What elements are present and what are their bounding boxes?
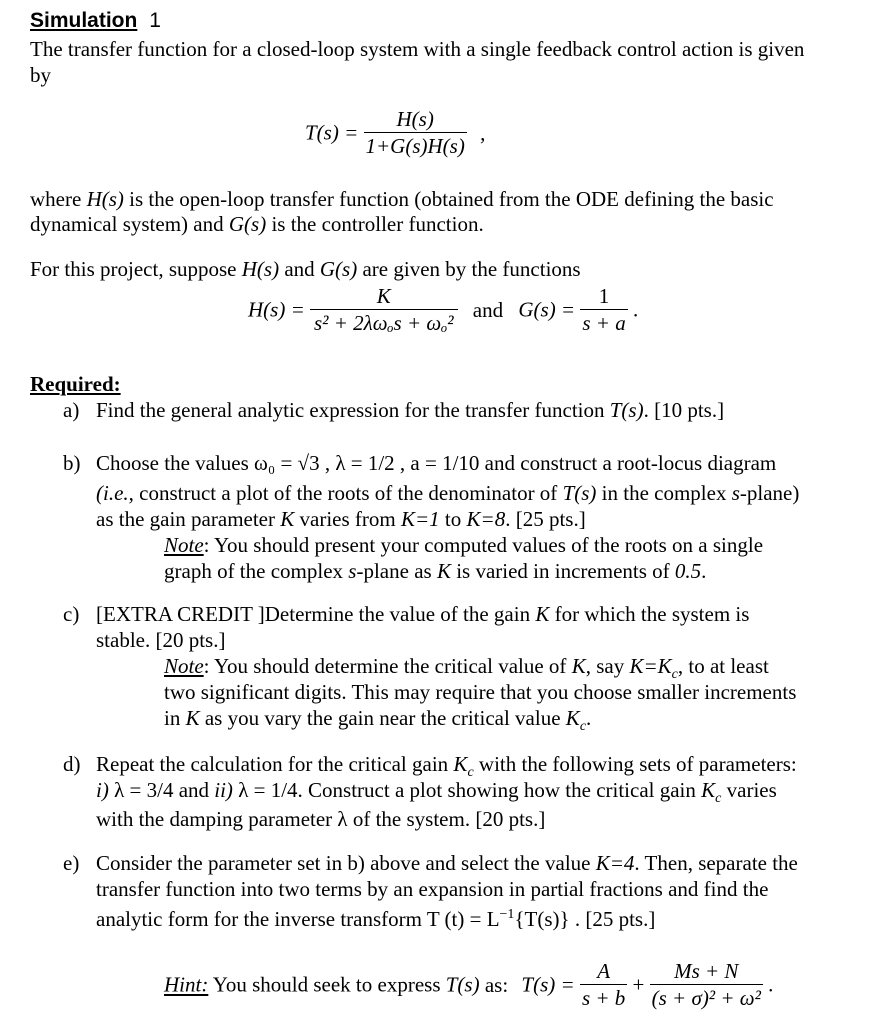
eq2-and: and xyxy=(472,297,504,322)
b3e: to xyxy=(439,507,467,531)
item-c-label: c) xyxy=(63,602,80,626)
eq2-h-fraction xyxy=(310,283,458,336)
e3b: −1 xyxy=(499,907,515,922)
b3c: varies from xyxy=(294,507,401,531)
eq1-lhs: T(s) = xyxy=(305,120,359,145)
b3f: K=8 xyxy=(466,507,506,531)
b3d: K=1 xyxy=(400,507,440,531)
c1c: for which the system is xyxy=(549,602,750,626)
c1a: [EXTRA CREDIT ]Determine the value of the gain xyxy=(96,602,536,626)
hint-text-a: You should seek to express xyxy=(208,972,446,997)
cn1e: c xyxy=(671,667,678,683)
bn2c: -plane as xyxy=(356,559,437,583)
b2f: -plane) xyxy=(739,481,800,505)
project-line xyxy=(30,256,581,282)
b2c: T(s) xyxy=(562,481,597,505)
hint-text-b: as: xyxy=(479,972,509,997)
cn3a: in xyxy=(164,706,186,730)
item-b-label: b) xyxy=(63,451,81,475)
item-a-text xyxy=(96,397,724,423)
eq1-fraction xyxy=(364,106,467,159)
item-b-line-1: Choose the values ω₀ = √3 , λ = 1/2 , a = 1/10 and construct a root-locus diagram xyxy=(96,451,777,475)
item-a-tail: . [10 pts.] xyxy=(643,398,725,422)
d2g: varies xyxy=(721,778,777,802)
hint-lhs: T(s) = xyxy=(521,972,575,997)
eq2-h-numerator: K xyxy=(376,284,391,308)
b2a: (i.e. xyxy=(96,481,129,505)
b-note-1: : You should present your computed values of the roots on a single xyxy=(203,533,764,557)
intro-line-1: The transfer function for a closed-loop system with a single feedback control action is given xyxy=(30,37,805,61)
eq2-g-numerator: 1 xyxy=(598,284,610,308)
item-c-note-line-2: two significant digits. This may require that you choose smaller increments xyxy=(164,680,797,704)
item-d-line-3: with the damping parameter λ of the system. [20 pts.] xyxy=(96,807,546,831)
e1b: K=4 xyxy=(595,851,635,875)
item-e-label: e) xyxy=(63,851,80,875)
b-note-label: Note xyxy=(164,533,204,557)
hint-label: Hint: xyxy=(164,972,209,997)
where-h: H(s) xyxy=(86,187,124,211)
cn1d: K=K xyxy=(629,654,672,678)
intro-line-2: by xyxy=(30,63,51,87)
bn2d: K xyxy=(436,559,451,583)
e1c: . Then, separate the xyxy=(634,851,798,875)
b2d: in the complex xyxy=(596,481,732,505)
b2b: , construct a plot of the roots of the denominator of xyxy=(128,481,563,505)
hint-T: T(s) xyxy=(445,972,480,997)
item-e-line-2: transfer function into two terms by an expansion in partial fractions and find the xyxy=(96,877,769,901)
cn3f: . xyxy=(586,706,592,730)
c1b: K xyxy=(535,602,550,626)
item-b-line-3 xyxy=(96,506,586,532)
hint-line xyxy=(164,958,773,1011)
item-b-note-line-2 xyxy=(164,558,706,584)
cn3c: as you vary the gain near the critical value xyxy=(199,706,566,730)
cn3d: K xyxy=(565,706,580,730)
item-c-note-line-3 xyxy=(164,705,592,735)
item-e-line-3 xyxy=(96,906,655,932)
b3b: K xyxy=(280,507,295,531)
cn3e: c xyxy=(579,719,587,735)
bn2b: s xyxy=(348,559,357,583)
d2c: ii) xyxy=(214,778,233,802)
hint-period: . xyxy=(768,972,774,997)
hint-f1-num: A xyxy=(597,959,611,983)
item-a-label: a) xyxy=(63,398,80,422)
project-text-a: For this project, suppose xyxy=(30,257,242,281)
b2e: s xyxy=(731,481,740,505)
d1d: with the following sets of parameters: xyxy=(473,752,797,776)
equation-h-and-g xyxy=(248,283,638,336)
eq2-g-lhs: G(s) = xyxy=(518,297,576,322)
section-title xyxy=(30,8,161,34)
d1c: c xyxy=(467,765,474,781)
item-c-line-2: stable. [20 pts.] xyxy=(96,628,226,652)
item-d-line-1 xyxy=(96,751,797,781)
project-g: G(s) xyxy=(319,257,358,281)
hint-plus: + xyxy=(632,972,645,997)
bn2a: graph of the complex xyxy=(164,559,349,583)
title-word: Simulation xyxy=(30,9,138,32)
eq2-h-lhs: H(s) = xyxy=(248,297,305,322)
c-note-label: Note xyxy=(164,654,204,678)
cn1c: , say xyxy=(585,654,630,678)
eq1-comma: , xyxy=(480,120,486,145)
where-text-c: dynamical system) and xyxy=(30,212,229,236)
required-heading: Required: xyxy=(30,372,121,396)
project-text-c: are given by the functions xyxy=(357,257,581,281)
item-d-label: d) xyxy=(63,752,81,776)
item-b-line-2 xyxy=(96,480,799,506)
bn2f: 0.5 xyxy=(674,559,702,583)
d2e: K xyxy=(701,778,716,802)
item-b-note-line-1 xyxy=(164,532,763,558)
equation-closed-loop xyxy=(305,106,485,159)
b3a: as the gain parameter xyxy=(96,507,281,531)
eq2-period: . xyxy=(632,297,639,322)
where-text-b: is the open-loop transfer function (obtained from the ODE defining the basic xyxy=(123,187,774,211)
item-c-line-1 xyxy=(96,601,749,627)
bn2g: . xyxy=(701,559,707,583)
d2d: λ = 1/4. Construct a plot showing how the critical gain xyxy=(232,778,702,802)
eq2-g-denominator: s + a xyxy=(582,311,626,335)
b3g: . [25 pts.] xyxy=(505,507,586,531)
cn1b: K xyxy=(571,654,586,678)
d1a: Repeat the calculation for the critical gain xyxy=(96,752,454,776)
d1b: K xyxy=(453,752,468,776)
hint-f2-num: Ms + N xyxy=(674,959,739,983)
cn1a: : You should determine the critical value of xyxy=(203,654,572,678)
e3a: analytic form for the inverse transform T (t) = L xyxy=(96,907,500,931)
where-g: G(s) xyxy=(228,212,267,236)
cn1f: , to at least xyxy=(677,654,769,678)
eq2-h-denominator: s² + 2λωₒs + ωₒ² xyxy=(310,309,458,336)
project-h: H(s) xyxy=(241,257,280,281)
e1a: Consider the parameter set in b) above and select the value xyxy=(96,851,596,875)
e3c: {T(s)} . [25 pts.] xyxy=(514,907,656,931)
item-a-T: T(s) xyxy=(609,398,644,422)
item-e-line-1 xyxy=(96,850,798,876)
where-text-d: is the controller function. xyxy=(266,212,484,236)
where-line-1 xyxy=(30,186,774,212)
eq1-numerator: H(s) xyxy=(396,107,434,131)
bn2e: is varied in increments of xyxy=(450,559,675,583)
hint-fraction-1 xyxy=(580,958,627,1011)
project-text-b: and xyxy=(279,257,320,281)
hint-fraction-2 xyxy=(650,958,763,1011)
item-a-body: Find the general analytic expression for the transfer function xyxy=(96,398,610,422)
eq1-denominator: 1+G(s)H(s) xyxy=(365,134,465,158)
title-number: 1 xyxy=(149,9,161,32)
hint-f1-den: s + b xyxy=(581,986,626,1010)
where-line-2 xyxy=(30,211,484,237)
item-c-note-line-1 xyxy=(164,653,769,683)
cn3b: K xyxy=(185,706,200,730)
hint-f2-den: (s + σ)² + ω² xyxy=(651,986,761,1010)
d2f: c xyxy=(715,791,722,807)
eq2-g-fraction xyxy=(580,283,627,336)
where-text-a: where xyxy=(30,187,87,211)
d2a: i) xyxy=(96,778,109,802)
d2b: λ = 3/4 and xyxy=(108,778,215,802)
item-d-line-2 xyxy=(96,777,777,807)
